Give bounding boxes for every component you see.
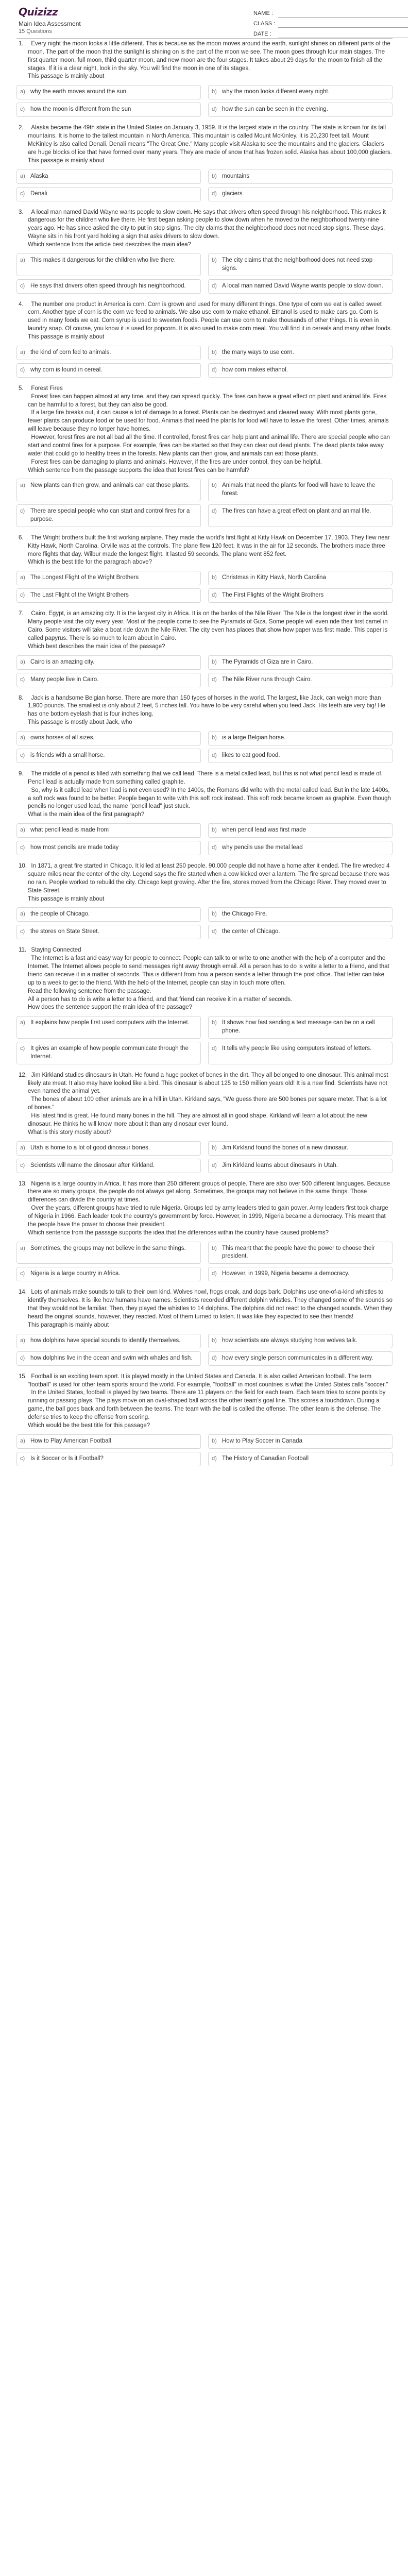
question-number: 2. [19,125,24,131]
question-number: 5. [19,385,24,392]
question-text: Football is an exciting team sport. It is played mostly in the United States and Canada. It is also called American football. The term "football" is used for other team sports around the world. For example, "football" in most countries is what the United States calls "soccer." In the United States, football is played by two teams. There are 11 players on the field for each team. Each team tries to score points by running or passing plays. The plays move on an oval-shaped ball across the other team's goal line. This scores a touchdown. During a game, the ball goes back and forth between the teams. The team with the ball is called the offense. The other team is the defense. The defense tries to keep the offense from scoring. Which would be the best title for this passage? [28,1373,388,1429]
date-field[interactable] [253,30,408,38]
option-letter: b) [212,658,217,665]
answer-options [16,1334,393,1366]
name-label: NAME : [253,10,273,16]
option-letter: b) [212,1437,217,1444]
option-text: A local man named David Wayne wants people to slow down. [222,282,383,289]
option-text: the many ways to use corn. [222,349,294,355]
answer-option[interactable] [208,823,393,838]
answer-option[interactable] [16,823,201,838]
answer-option[interactable] [16,588,201,603]
answer-options [16,731,393,763]
option-letter: a) [20,1144,25,1151]
answer-option[interactable] [208,1242,393,1264]
answer-option[interactable] [208,1042,393,1064]
option-letter: b) [212,173,217,179]
answer-option[interactable] [208,571,393,585]
option-letter: a) [20,1437,25,1444]
answer-options [16,823,393,855]
answer-option[interactable] [208,253,393,276]
question-text: The middle of a pencil is filled with something that we call lead. There is a metal called lead, but this is not what pencil lead is made of. Pencil lead is actually made from something called graphite. So, why is it called lead when lead is not even used? In the 1400s, the Romans did write with the metal called lead. But in the late 1400s, a soft rock was found to be better. People began to write with this soft rock instead. This soft rock became known as graphite. Even though pencils no longer used lead, the name "pencil lead" just stuck. What is the main idea of the first paragraph? [28,770,391,818]
answer-option[interactable] [208,1334,393,1348]
option-text: It gives an example of how people communicate through the Internet. [30,1045,189,1060]
option-text: It tells why people like using computers instead of letters. [222,1045,372,1052]
option-text: Nigeria is a large country in Africa. [30,1270,121,1277]
option-letter: c) [20,1270,25,1277]
option-text: how the sun can be seen in the evening. [222,106,328,113]
option-letter: b) [212,257,217,263]
question-block [10,534,399,603]
option-text: This meant that the people have the power to choose their president. [222,1245,375,1260]
answer-option[interactable] [16,1434,201,1449]
option-letter: b) [212,1020,217,1026]
option-letter: c) [20,928,25,935]
answer-option[interactable] [16,1242,201,1264]
option-letter: a) [20,89,25,95]
answer-options [16,571,393,603]
name-field[interactable] [253,9,408,18]
question-block [10,1373,399,1466]
option-text: The Pyramids of Giza are in Cairo. [222,658,313,665]
option-text: the center of Chicago. [222,928,280,935]
option-letter: c) [20,592,25,599]
answer-options [16,655,393,687]
answer-option[interactable] [16,673,201,687]
option-text: mountains [222,173,250,179]
header-divider [16,38,393,39]
option-text: owns horses of all sizes. [30,734,95,741]
answer-options [16,1242,393,1282]
question-number: 14. [19,1289,27,1296]
question-number: 12. [19,1072,27,1078]
option-letter: c) [20,106,25,113]
answer-option[interactable] [16,187,201,201]
option-letter: d) [212,1270,217,1277]
answer-option[interactable] [208,363,393,378]
option-text: The Last Flight of the Wright Brothers [30,592,129,599]
answer-option[interactable] [16,749,201,763]
option-letter: a) [20,349,25,355]
answer-option[interactable] [208,907,393,922]
option-letter: d) [212,1455,217,1462]
question-text: Lots of animals make sounds to talk to their own kind. Wolves howl, frogs croak, and dogs bark. Dolphins use one-of-a-kind whistles to identify themselves. It is like how humans have names. Scientists recorded different dolphin whistles. They changed some of the sounds so that they would not be familiar. Then, they played the whistles to 14 dolphins. The dolphins did not react to the changed sounds. When they heard the original sounds, however, they reacted. Most of them turned to listen. It was like they expected to see their friends! This paragraph is mainly about [28,1289,393,1328]
option-text: There are special people who can start and control fires for a purpose. [30,508,190,522]
answer-option[interactable] [208,479,393,501]
answer-option[interactable] [208,279,393,294]
question-text: Nigeria is a large country in Africa. It has more than 250 different groups of people. There are also over 500 different languages. Because there are so many groups, the people do not always get along. Sometimes, the groups may not believe in the same things. Those differences can divide the country at times. Over the years, different groups have tried to rule Nigeria. Groups led by army leaders tried to gain power. Army leaders first took charge of Nigeria in 1966. Each leader took the country's government by force. However, in 1999, Nigeria became a democracy. This meant that the people have the power to choose their president. Which sentence from the passage supports the idea that the differences within the country have caused problems? [28,1180,390,1236]
question-number: 7. [19,611,24,617]
question-text: In 1871, a great fire started in Chicago. It killed at least 250 people. 90,000 people did not have a home after it ended. The fire wrecked 4 square miles near the center of the city. Legend says the fire started when a cow kicked over a lantern. The fire spread because there was no rain. People worked to rebuild the city. Chicago kept growing. After the fire, stores moved from the Chicago River. They moved over to State Street. This passage is mainly about [28,863,390,902]
question-text: Alaska became the 49th state in the United States on January 3, 1959. It is the largest state in the country. The state is known for its tall mountains. It is home to the tallest mountain in North America. This mountain is called Mount McKinley. It is 20,230 feet tall. Mount McKinley is also called Denali. Denali means "The Great One." Many people visit Alaska to see the mountains and the glaciers. Glaciers are huge blocks of ice that have formed over many years. They are made of snow that has frozen solid. Alaska has about 100,000 glaciers. This passage is mainly about [28,125,392,164]
answer-option[interactable] [16,1016,201,1039]
option-letter: d) [212,1162,217,1168]
option-letter: a) [20,658,25,665]
answer-option[interactable] [16,253,201,276]
question-block [10,385,399,527]
option-letter: d) [212,592,217,599]
question-block [10,610,399,687]
option-letter: b) [212,827,217,834]
option-text: Cairo is an amazing city. [30,658,95,665]
question-text: A local man named David Wayne wants people to slow down. He says that drivers often speed through his neighborhood. This makes it dangerous for the children who live there. He first began asking people to slow down when he moved to the neighborhood twenty-nine years ago. He has since asked the city to put in stop signs. The city claims that the neighborhood does not need stop signs. These days, Wayne sits in his front yard holding a sign that asks drivers to slow down. Which sentence from the article best describes the main idea? [28,209,386,248]
option-letter: c) [20,282,25,289]
answer-option[interactable] [208,1267,393,1281]
worksheet-title: Main Idea Assessment [19,20,81,27]
answer-option[interactable] [16,571,201,585]
question-number: 6. [19,534,24,541]
date-label: DATE : [253,30,271,37]
question-number: 11. [19,947,27,954]
answer-option[interactable] [208,346,393,360]
option-text: glaciers [222,190,243,197]
option-letter: d) [212,190,217,197]
answer-option[interactable] [16,655,201,670]
option-letter: c) [20,366,25,373]
option-text: the kind of corn fed to animals. [30,349,111,355]
option-text: The Nile River runs through Cairo. [222,676,312,683]
question-list [10,40,399,1466]
option-text: how corn makes ethanol. [222,366,288,373]
question-text: Every night the moon looks a little different. This is because as the moon moves around the earth, sunlight shines on different parts of the moon. The part of the moon that the sunlight is shining on is the part of the moon we see. The moon goes through four main stages. The first quarter moon, full moon, third quarter moon, and new moon are the four stages. It takes about 29 days for the moon to finish all the stages. If it is a clear night, look in the sky. You will find the moon in one of its stages. This passage is mainly about [28,41,390,80]
question-text: Jack is a handsome Belgian horse. There are more than 150 types of horses in the world. The largest, like Jack, can weigh more than 1,900 pounds. The smallest is only about 2 feet, 5 inches tall. You have to be very careful when you feed Jack. His teeth are very big! He has one bottom eyelash that is four inches long. This passage is mostly about Jack, who [28,694,386,726]
answer-option[interactable] [16,279,201,294]
option-text: how the moon is different from the sun [30,106,131,113]
question-block [10,40,399,117]
option-text: Denali [30,190,47,197]
answer-options [16,253,393,294]
option-text: the people of Chicago. [30,911,90,918]
question-block [10,1180,399,1282]
option-text: why pencils use the metal lead [222,844,303,851]
answer-option[interactable] [16,841,201,855]
option-text: Sometimes, the groups may not believe in the same things. [30,1245,186,1251]
answer-option[interactable] [16,1042,201,1064]
question-text: The Wright brothers built the first working airplane. They made the world's first flight at Kitty Hawk on December 17, 1903. They flew near Kitty Hawk, North Carolina. Orville was at the controls. The plane flew 120 feet. It was in the air for 12 seconds. The brothers made three more flights that day. Wilbur made the longest flight. It lasted 59 seconds. The plane went 852 feet. Which is the best title for the paragraph above? [28,534,390,566]
option-text: why the moon looks different every night. [222,89,330,95]
question-number: 1. [19,41,24,47]
question-block [10,124,399,201]
option-text: the Chicago Fire. [222,911,267,918]
worksheet-header [10,0,399,40]
answer-option[interactable] [208,187,393,201]
question-number: 9. [19,770,24,777]
option-text: Alaska [30,173,48,179]
option-text: how scientists are always studying how wolves talk. [222,1337,357,1344]
option-letter: a) [20,1020,25,1026]
option-text: is friends with a small horse. [30,752,105,758]
option-letter: d) [212,106,217,113]
option-text: The History of Canadian Football [222,1455,309,1462]
answer-option[interactable] [208,170,393,184]
answer-option[interactable] [208,655,393,670]
option-letter: d) [212,752,217,758]
answer-options [16,1016,393,1064]
class-field[interactable] [253,20,408,28]
answer-option[interactable] [208,1141,393,1156]
option-letter: d) [212,928,217,935]
option-letter: d) [212,508,217,515]
option-text: when pencil lead was first made [222,827,306,834]
answer-options [16,1141,393,1173]
question-block [10,770,399,855]
option-letter: b) [212,1144,217,1151]
option-text: This makes it dangerous for the children who live there. [30,257,176,263]
option-text: Animals that need the plants for food will have to leave the forest. [222,482,376,497]
option-text: Jim Kirkland learns about dinosaurs in Utah. [222,1162,338,1168]
answer-option[interactable] [16,479,201,501]
answer-option[interactable] [208,1452,393,1466]
option-letter: c) [20,1162,25,1168]
question-text: Staying Connected The Internet is a fast and easy way for people to connect. People can talk to or write to one another with the help of a computer and the Internet. The Internet allows people to send messages right away through email. All a person has to do is write a letter to a friend, and that friend can receive it in a matter of seconds. This is different from how a person sends a letter through the post office. That letter can take up to a week to get to the friend. With the help of the Internet, people can stay in touch more often. Read the following sentence from the passage. All a person has to do is write a letter to a friend, and that friend can receive it in a matter of seconds. How does the sentence support the main idea of the passage? [28,947,389,1011]
option-letter: c) [20,844,25,851]
question-number: 10. [19,863,27,870]
answer-option[interactable] [16,346,201,360]
question-block [10,301,399,378]
answer-option[interactable] [208,103,393,117]
option-text: He says that drivers often speed through his neighborhood. [30,282,186,289]
option-text: Scientists will name the dinosaur after Kirkland. [30,1162,155,1168]
answer-option[interactable] [16,170,201,184]
option-text: How to Play American Football [30,1437,111,1444]
answer-option[interactable] [16,1267,201,1281]
question-block [10,946,399,1064]
option-letter: c) [20,1455,25,1462]
option-letter: a) [20,734,25,741]
answer-option[interactable] [208,731,393,745]
option-letter: b) [212,574,217,581]
question-number: 3. [19,209,24,215]
answer-option[interactable] [16,907,201,922]
option-text: Jim Kirkland found the bones of a new dinosaur. [222,1144,348,1151]
option-letter: a) [20,1245,25,1251]
option-letter: c) [20,508,25,515]
option-text: Utah is home to a lot of good dinosaur bones. [30,1144,150,1151]
option-letter: b) [212,89,217,95]
option-letter: b) [212,734,217,741]
answer-option[interactable] [16,1452,201,1466]
answer-option[interactable] [208,588,393,603]
answer-option[interactable] [208,925,393,939]
option-letter: c) [20,676,25,683]
answer-option[interactable] [16,1351,201,1366]
option-text: why corn is found in cereal. [30,366,103,373]
answer-options [16,346,393,378]
option-text: How to Play Soccer in Canada [222,1437,302,1444]
option-letter: b) [212,349,217,355]
question-block [10,694,399,763]
answer-option[interactable] [16,103,201,117]
option-text: However, in 1999, Nigeria became a democracy. [222,1270,350,1277]
option-text: Christmas in Kitty Hawk, North Carolina [222,574,326,581]
answer-option[interactable] [16,504,201,527]
answer-option[interactable] [16,731,201,745]
answer-options [16,907,393,939]
answer-option[interactable] [16,1159,201,1173]
answer-option[interactable] [208,1351,393,1366]
answer-option[interactable] [208,504,393,527]
option-letter: d) [212,676,217,683]
answer-option[interactable] [16,1334,201,1348]
option-letter: a) [20,574,25,581]
answer-option[interactable] [208,749,393,763]
question-block [10,1072,399,1173]
option-letter: a) [20,257,25,263]
option-text: The First Flights of the Wright Brothers [222,592,324,599]
question-number: 15. [19,1373,27,1380]
option-text: The city claims that the neighborhood does not need stop signs. [222,257,373,272]
question-number: 4. [19,301,24,308]
question-text: Forest Fires Forest fires can happen almost at any time, and they can spread quickly. The fires can have a great effect on plant and animal life. Fires can be harmful to a forest, but they can also be good. If a large fire breaks out, it can cause a lot of damage to a forest. Plants can be destroyed and cleared away. With most plants gone, fewer plants can produce food or be used for food. Animals that need the plants for food will have to leave the forest. Other times, animals will leave because they no longer have homes. However, forest fires are not all bad all the time. If controlled, forest fires can help plant and animal life. There are special people who can start and control fires for a purpose. For example, fires can be started so that they can clear out dead plants. The dead plants take away water that could go to healthy trees in the forests. New plants can then grow, and animals can eat those plants. Forest fires can be damaging to plants and animals. However, if the fires are under control, they can be helpful. Which sentence from the passage supports the idea that forest fires can be harmful? [28,385,390,473]
option-text: likes to eat good food. [222,752,280,758]
quizizz-logo: Quizizz [19,6,58,18]
option-text: It explains how people first used computers with the Internet. [30,1020,190,1026]
question-text: The number one product in America is corn. Corn is grown and used for many different things. One type of corn we eat is called sweet corn. Another type of corn is the corn we feed to animals. We also use corn to make ethanol. Ethanol is used to make cars go. Corn is used in many foods we eat. Corn syrup is used to sweeten foods. People can use corn to make thousands of other things. It is even in laundry soap. Of course, you know it is used for popcorn. It is also used to make corn meal. You will find it in cereals and many other foods. This passage is mainly about [28,301,392,341]
option-letter: c) [20,1045,25,1052]
option-text: Many people live in Cairo. [30,676,99,683]
answer-option[interactable] [208,1434,393,1449]
option-letter: c) [20,190,25,197]
answer-option[interactable] [16,1141,201,1156]
answer-options [16,85,393,117]
option-text: New plants can then grow, and animals can eat those plants. [30,482,190,489]
question-count: 15 Questions [19,28,52,35]
option-text: is a large Belgian horse. [222,734,286,741]
answer-option[interactable] [16,925,201,939]
answer-option[interactable] [208,673,393,687]
question-block [10,862,399,939]
question-number: 8. [19,694,24,701]
answer-option[interactable] [16,363,201,378]
option-letter: d) [212,1354,217,1361]
option-text: what pencil lead is made from [30,827,109,834]
answer-option[interactable] [208,1016,393,1039]
option-letter: b) [212,1245,217,1251]
option-letter: a) [20,173,25,179]
answer-options [16,1434,393,1466]
option-text: The Longest Flight of the Wright Brothers [30,574,139,581]
option-text: the stores on State Street. [30,928,99,935]
option-letter: c) [20,1354,25,1361]
question-block [10,209,399,294]
option-letter: d) [212,282,217,289]
student-info-fields [253,9,408,40]
question-block [10,1289,399,1365]
option-letter: a) [20,827,25,834]
option-letter: a) [20,911,25,918]
question-text: Jim Kirkland studies dinosaurs in Utah. He found a huge pocket of bones in the dirt. They all belonged to one dinosaur. This animal most likely ate meat. It also may have looked like a bird. This dinosaur is about 125 to 150 million years old! It is a new find. Scientists have not even named the animal yet. The bones of about 100 other animals are in a hill in Utah. Kirkland says, "We guess there are 500 bones per square meter. That is a lot of bones." His latest find is great. He found many bones in the hill. They are almost all in good shape. Kirkland will learn a lot about the new dinosaur. He thinks he will know more about it than any dinosaur ever found. What is this story mostly about? [28,1072,388,1136]
option-letter: d) [212,366,217,373]
answer-option[interactable] [208,841,393,855]
option-letter: c) [20,752,25,758]
option-text: Is it Soccer or Is it Football? [30,1455,104,1462]
answer-option[interactable] [208,85,393,99]
option-letter: d) [212,844,217,851]
question-number: 13. [19,1180,27,1187]
answer-option[interactable] [208,1159,393,1173]
option-letter: a) [20,1337,25,1344]
option-text: It shows how fast sending a text message can be on a cell phone. [222,1020,375,1035]
option-letter: b) [212,482,217,489]
answer-options [16,479,393,527]
option-text: The fires can have a great effect on plant and animal life. [222,508,371,515]
question-text: Cairo, Egypt, is an amazing city. It is the largest city in Africa. It is on the banks of the Nile River. The Nile is the longest river in the world. Many people visit the city every year. Most of the people come to see the Pyramids of Giza. Some people will even ride their first camel in Cairo. Some visitors will take a boat ride down the Nile River. The city even has places that show how paper was first made. This paper is called papyrus. There is so much to learn about in Cairo. Which best describes the main idea of the passage? [28,611,389,650]
option-letter: d) [212,1045,217,1052]
option-letter: b) [212,911,217,918]
answer-options [16,170,393,201]
option-letter: a) [20,482,25,489]
option-letter: b) [212,1337,217,1344]
option-text: how dolphins have special sounds to identify themselves. [30,1337,181,1344]
option-text: why the earth moves around the sun. [30,89,128,95]
answer-option[interactable] [16,85,201,99]
class-label: CLASS : [253,20,276,27]
option-text: how dolphins live in the ocean and swim with whales and fish. [30,1354,193,1361]
option-text: how every single person communicates in a different way. [222,1354,373,1361]
option-text: how most pencils are made today [30,844,119,851]
